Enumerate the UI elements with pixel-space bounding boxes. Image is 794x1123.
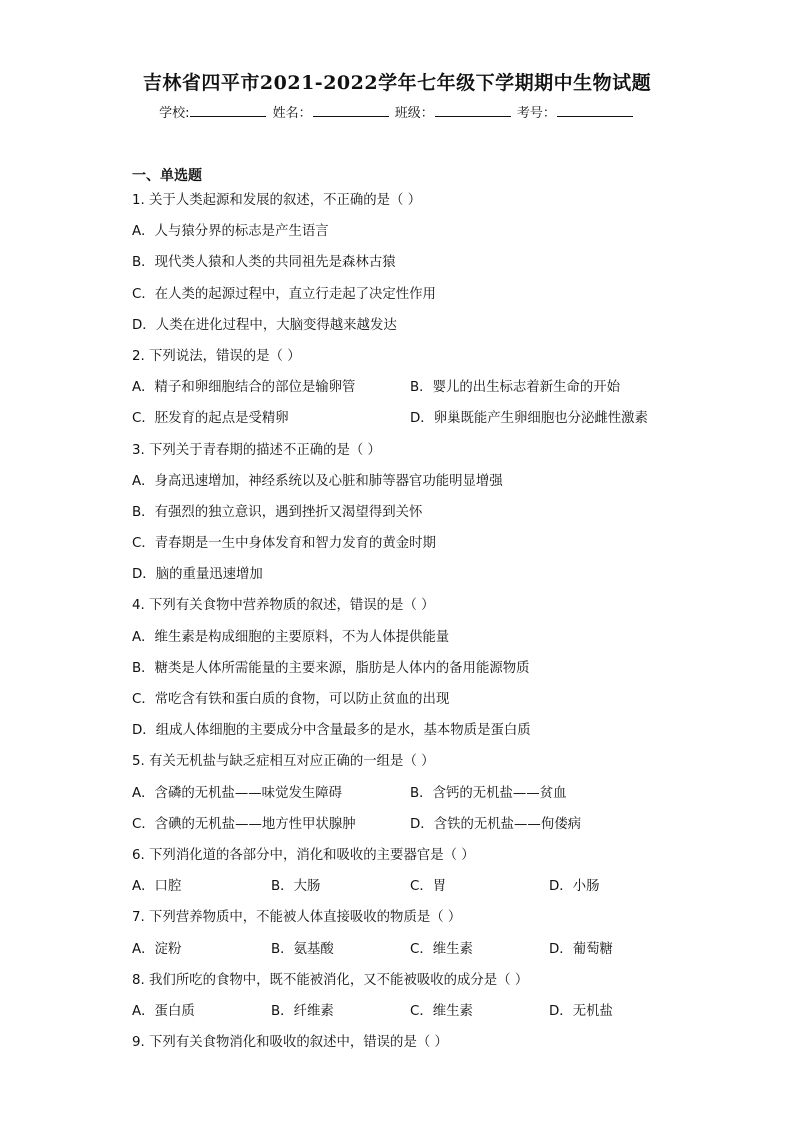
- class-blank: [435, 103, 511, 117]
- option-d: D．含铁的无机盐——佝偻病: [410, 816, 581, 832]
- option-d: D．无机盐: [549, 1003, 613, 1019]
- option-a: A．淀粉: [132, 941, 182, 957]
- option-d: D．葡萄糖: [549, 941, 613, 957]
- option-b: B．含钙的无机盐——贫血: [410, 785, 567, 801]
- option-row: [132, 408, 772, 439]
- option-row: [132, 876, 772, 907]
- question-stem: 9. 下列有关食物消化和吸收的叙述中，错误的是（ ）: [132, 1035, 448, 1051]
- option-row: [132, 814, 772, 845]
- option-b: B．氨基酸: [271, 941, 334, 957]
- question-stem: 2. 下列说法，错误的是（ ）: [132, 348, 301, 364]
- option-c: C．胃: [410, 879, 447, 895]
- option-b: B．纤维素: [271, 1003, 334, 1019]
- option-b: B．糖类是人体所需能量的主要来源，脂肪是人体内的备用能源物质: [132, 660, 530, 676]
- exam-number-label: 考号：: [516, 106, 556, 121]
- option-c: C．含碘的无机盐——地方性甲状腺肿: [132, 816, 356, 832]
- option-c: C．维生素: [410, 941, 473, 957]
- option-b: B．婴儿的出生标志着新生命的开始: [410, 380, 621, 396]
- option-b: B．现代类人猿和人类的共同祖先是森林古猿: [132, 255, 396, 271]
- option-d: D．脑的重量迅速增加: [132, 567, 263, 583]
- option-c: C．常吃含有铁和蛋白质的食物，可以防止贫血的出现: [132, 692, 450, 707]
- question-stem: 5. 有关无机盐与缺乏症相互对应正确的一组是（ ）: [132, 754, 435, 770]
- option-b: B．大肠: [271, 879, 321, 895]
- option-c: C．维生素: [410, 1003, 473, 1019]
- option-row: [132, 1001, 772, 1032]
- option-d: D．卵巢既能产生卵细胞也分泌雌性激素: [410, 411, 648, 427]
- option-row: [132, 783, 772, 814]
- option-a: A．身高迅速增加，神经系统以及心脏和肺等器官功能明显增强: [132, 473, 503, 489]
- option-a: A．口腔: [132, 879, 182, 895]
- question-stem: 1. 关于人类起源和发展的叙述，不正确的是（ ）: [132, 193, 422, 208]
- question-stem: 8. 我们所吃的食物中，既不能被消化，又不能被吸收的成分是（ ）: [132, 972, 529, 988]
- option-a: A．维生素是构成细胞的主要原料，不为人体提供能量: [132, 629, 450, 645]
- page-title: 吉林省四平市2021-2022学年七年级下学期期中生物试题: [142, 72, 652, 94]
- student-info-line: [0, 102, 794, 121]
- option-c: C．胚发育的起点是受精卵: [132, 411, 289, 427]
- option-b: B．有强烈的独立意识，遇到挫折又渴望得到关怀: [132, 504, 423, 520]
- question-stem: 7. 下列营养物质中，不能被人体直接吸收的物质是（ ）: [132, 910, 462, 926]
- school-blank: [190, 103, 266, 117]
- option-row: [132, 939, 772, 970]
- option-row: [132, 377, 772, 408]
- option-a: A．蛋白质: [132, 1003, 195, 1019]
- option-d: D．小肠: [549, 879, 600, 895]
- option-c: C．在人类的起源过程中，直立行走起了决定性作用: [132, 286, 436, 302]
- option-d: D．组成人体细胞的主要成分中含量最多的是水，基本物质是蛋白质: [132, 723, 531, 739]
- class-label: 班级：: [394, 106, 434, 121]
- exam-number-blank: [557, 103, 633, 117]
- option-a: A．含磷的无机盐——味觉发生障碍: [132, 785, 343, 801]
- question-stem: 6. 下列消化道的各部分中，消化和吸收的主要器官是（ ）: [132, 847, 475, 863]
- name-label: 姓名：: [272, 106, 312, 121]
- school-label: 学校:: [159, 106, 190, 121]
- question-stem: 4. 下列有关食物中营养物质的叙述，错误的是（ ）: [132, 598, 435, 614]
- name-blank: [313, 103, 389, 117]
- question-list: [132, 190, 772, 1063]
- option-c: C．青春期是一生中身体发育和智力发育的黄金时期: [132, 536, 436, 552]
- option-d: D．人类在进化过程中，大脑变得越来越发达: [132, 317, 397, 333]
- option-a: A．精子和卵细胞结合的部位是输卵管: [132, 380, 356, 396]
- option-a: A．人与猿分界的标志是产生语言: [132, 224, 329, 240]
- section-title: 一、单选题: [132, 168, 202, 184]
- question-stem: 3. 下列关于青春期的描述不正确的是（ ）: [132, 442, 381, 458]
